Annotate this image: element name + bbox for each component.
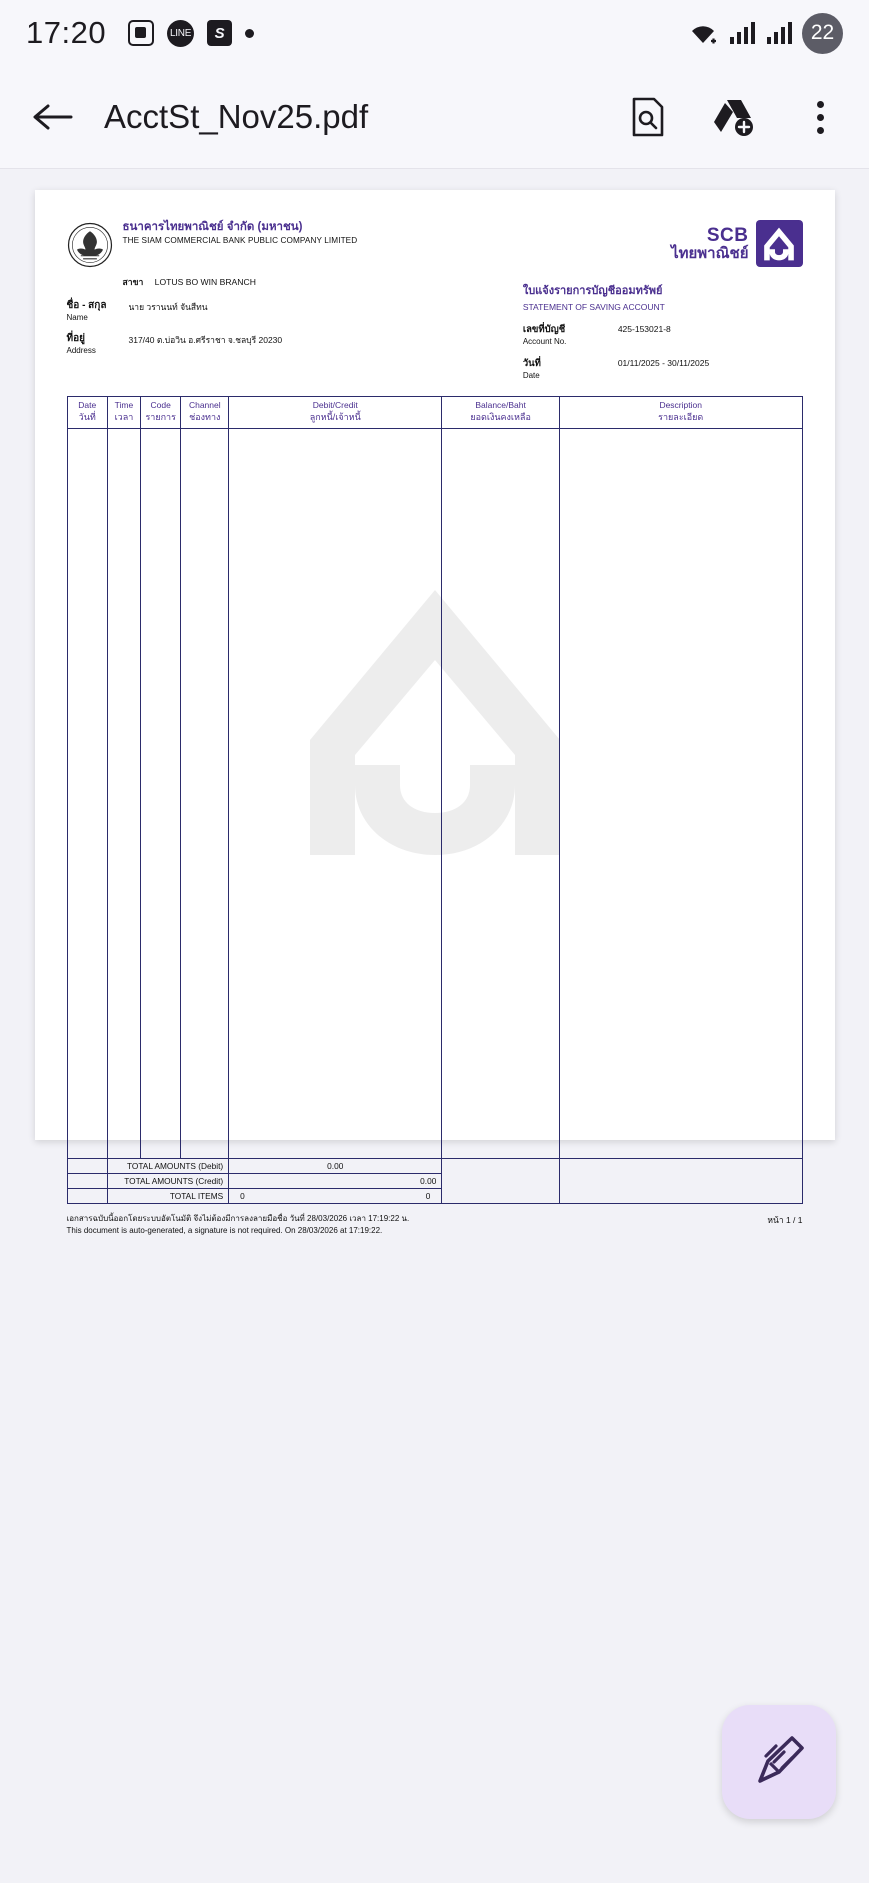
status-clock: 17:20 (26, 15, 107, 50)
total-items-debit: 0 (240, 1190, 245, 1201)
logo-scb-text: SCB (706, 224, 749, 246)
document-search-icon (628, 96, 668, 138)
statement-header (67, 220, 803, 380)
col-date (67, 397, 107, 429)
scb-leaf-logo-icon (756, 220, 803, 267)
wifi-icon (687, 19, 719, 47)
account-label-en: Account No. (522, 337, 567, 346)
signal-icon-2 (765, 20, 793, 46)
field-date-range (523, 356, 803, 380)
address-value: 317/40 ต.บ่อวิน อ.ศรีราชา จ.ชลบุรี 20230 (128, 335, 283, 345)
page-title: AcctSt_Nov25.pdf (104, 98, 369, 135)
bank-name-th: ธนาคารไทยพาณิชย์ จำกัด (มหาชน) (122, 221, 303, 233)
total-credit-desc (559, 1173, 802, 1188)
document-footer (67, 1213, 803, 1238)
total-spacer-2 (67, 1173, 107, 1188)
footer-note-th: เอกสารฉบับนี้ออกโดยระบบอัตโนมัติ จึงไม่ต้องมีการลงลายมือชื่อ วันที่ 28/03/2026 เวลา 17:19:22 น. (66, 1213, 410, 1223)
signal-icon-1 (728, 20, 756, 46)
date-value: 01/11/2025 - 30/11/2025 (617, 358, 710, 368)
edit-markup-icon (748, 1731, 810, 1793)
col-description-en: Description (659, 400, 702, 410)
back-arrow-icon (31, 101, 73, 133)
total-spacer-1 (67, 1158, 107, 1173)
col-time (107, 397, 140, 429)
cell-description (559, 428, 802, 1158)
table-header (67, 397, 802, 429)
header-left (67, 220, 494, 380)
scb-logo (523, 220, 803, 267)
total-debit-value: 0.00 (229, 1158, 442, 1173)
more-options-button[interactable] (797, 94, 843, 140)
col-code-th: รายการ (145, 412, 176, 423)
total-row-items (67, 1188, 802, 1203)
col-code (140, 397, 180, 429)
dot-icon (245, 29, 254, 38)
col-channel-th: ช่องทาง (189, 412, 221, 423)
back-button[interactable] (26, 91, 78, 143)
address-label-th: ที่อยู่ (66, 333, 85, 344)
account-label-th: เลขที่บัญชี (522, 324, 566, 335)
cell-time (107, 428, 140, 1158)
col-debit-credit-en: Debit/Credit (312, 400, 358, 410)
total-credit-label: TOTAL AMOUNTS (Credit) (107, 1173, 228, 1188)
app-bar (0, 66, 869, 169)
col-debit-credit-th: ลูกหนี้/เจ้าหนี้ (309, 412, 361, 423)
cell-code (140, 428, 180, 1158)
status-system-icons (687, 13, 843, 54)
total-row-credit (67, 1173, 802, 1188)
total-debit-balance (442, 1158, 560, 1173)
more-options-icon (815, 101, 825, 134)
edit-markup-fab[interactable] (722, 1705, 836, 1819)
app-bar-actions (625, 94, 843, 140)
field-address (67, 331, 494, 355)
add-to-drive-button[interactable] (711, 94, 757, 140)
total-items-balance (442, 1188, 560, 1203)
branch-value: LOTUS BO WIN BRANCH (154, 277, 256, 287)
col-code-en: Code (150, 400, 171, 410)
cell-debit-credit (229, 428, 442, 1158)
logo-thai-text: ไทยพาณิชย์ (671, 244, 749, 262)
col-description (559, 397, 802, 429)
total-row-debit (67, 1158, 802, 1173)
shopee-icon: S (207, 20, 232, 46)
document-viewer[interactable] (0, 169, 869, 1883)
battery-indicator: 22 (802, 13, 843, 54)
cell-balance (442, 428, 560, 1158)
bank-name-en: THE SIAM COMMERCIAL BANK PUBLIC COMPANY LIMITED (122, 236, 358, 246)
total-items-label: TOTAL ITEMS (107, 1188, 228, 1203)
table-header-row (67, 397, 802, 429)
document-search-button[interactable] (625, 94, 671, 140)
footer-note-en: This document is auto-generated, a signature is not required. On 28/03/2026 at 17:19:22. (66, 1226, 383, 1235)
bank-identity (67, 220, 494, 268)
name-value: นาย วรานนท์ จันสืทน (128, 302, 208, 312)
cell-channel (181, 428, 229, 1158)
col-balance-th: ยอดเงินคงเหลือ (470, 412, 531, 423)
col-channel (181, 397, 229, 429)
field-name (67, 298, 494, 322)
total-items-desc (559, 1188, 802, 1203)
line-icon: LINE (167, 20, 194, 47)
col-channel-en: Channel (188, 400, 221, 410)
cast-icon (128, 20, 154, 46)
transactions-table (67, 396, 803, 1204)
col-date-en: Date (78, 400, 97, 410)
total-spacer-3 (67, 1188, 107, 1203)
name-label-th: ชื่อ - สกุล (66, 300, 107, 311)
header-right (523, 220, 803, 380)
col-date-th: วันที่ (78, 412, 96, 423)
branch-label: สาขา (122, 277, 144, 287)
col-time-th: เวลา (114, 412, 134, 423)
address-label-en: Address (66, 346, 96, 355)
table-body (67, 428, 802, 1203)
cell-date (67, 428, 107, 1158)
table-empty-body-row (67, 428, 802, 1158)
pdf-page-1 (35, 190, 835, 1235)
col-balance-en: Balance/Baht (475, 400, 526, 410)
status-notification-icons (128, 20, 254, 47)
name-label-en: Name (66, 313, 88, 322)
col-time-en: Time (114, 400, 134, 410)
statement-title-th: ใบแจ้งรายการบัญชีออมทรัพย์ (522, 285, 663, 297)
branch-line (123, 275, 494, 289)
total-credit-value: 0.00 (229, 1173, 442, 1188)
account-value: 425-153021-8 (617, 324, 671, 334)
bank-seal-icon (67, 222, 113, 268)
statement-title-en: STATEMENT OF SAVING ACCOUNT (522, 302, 665, 312)
col-debit-credit (229, 397, 442, 429)
col-description-th: รายละเอียด (658, 412, 704, 423)
total-debit-desc (559, 1158, 802, 1173)
footer-page-number: หน้า 1 / 1 (767, 1214, 803, 1225)
date-label-en: Date (522, 371, 540, 380)
total-items-values (229, 1188, 442, 1203)
add-to-drive-icon (711, 96, 757, 138)
total-credit-balance (442, 1173, 560, 1188)
status-bar (0, 0, 869, 66)
total-items-credit: 0 (425, 1190, 431, 1201)
col-balance (442, 397, 560, 429)
field-account-no (523, 322, 803, 346)
total-debit-label: TOTAL AMOUNTS (Debit) (107, 1158, 228, 1173)
date-label-th: วันที่ (522, 358, 541, 369)
